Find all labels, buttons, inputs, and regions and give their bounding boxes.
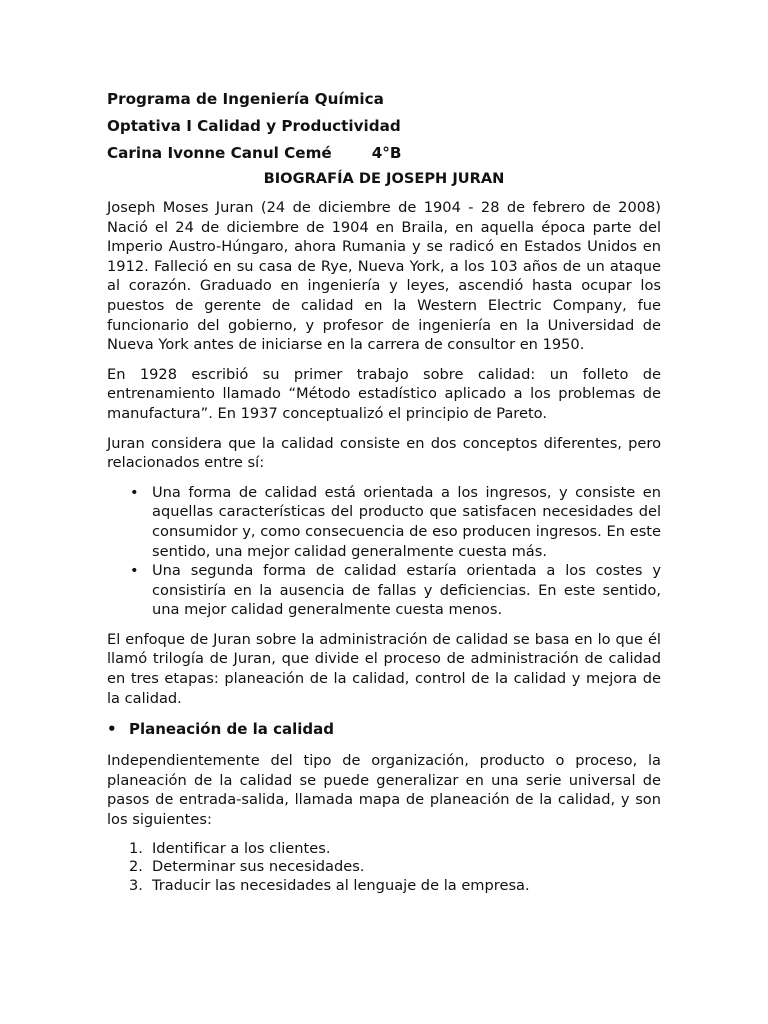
trilogy-paragraph: El enfoque de Juran sobre la administración de calidad se basa en lo que él llamó trilogía de Juran, que divide el proceso de administración de calidad en tres etapas: planeación de la calidad, control de la calidad y mejora de la calidad. [107,630,661,707]
quality-concepts-list [107,483,661,620]
section-heading-text: Planeación de la calidad [129,720,334,739]
list-item: • Una segunda forma de calidad estaría orientada a los costes y consistiría en la ausencia de fallas y deficiencias. En este sentido, una mejor calidad generalmente cuesta menos. [152,561,661,620]
step-text: Determinar sus necesidades. [152,858,365,876]
list-item [129,858,661,877]
steps-list [107,840,661,896]
step-number: 3. [129,876,143,894]
document-title: BIOGRAFÍA DE JOSEPH JURAN [263,170,505,187]
section-heading [107,718,661,740]
list-item [129,840,661,859]
program-name: Programa de Ingeniería Química [107,90,384,108]
list-item [129,877,661,896]
student-line [107,142,661,164]
section-intro-paragraph: Independientemente del tipo de organización, producto o proceso, la planeación de la calidad se puede generalizar en una serie universal de pasos de entrada-salida, llamada mapa de planeación de la calidad, y son los siguientes: [107,752,661,829]
student-name: Carina Ivonne Canul Cemé [107,144,332,162]
document-page [107,88,661,895]
biography-paragraph: Joseph Moses Juran (24 de diciembre de 1904 - 28 de febrero de 2008) Nació el 24 de diciembre de 1904 en Braila, en aquella época parte del Imperio Austro-Húngaro, ahora Rumania y se radicó en Estados Unidos en 1912. Falleció en su casa de Rye, Nueva York, a los 103 años de un ataque al corazón. Graduado en ingeniería y leyes, ascendió hasta ocupar los puestos de gerente de calidad en la Western Electric Company, fue funcionario del gobierno, y profesor de ingeniería en la Universidad de Nueva York antes de iniciarse en la carrera de consultor en 1950. [107,199,661,354]
step-number: 1. [129,839,143,857]
step-text: Traducir las necesidades al lenguaje de la empresa. [152,876,530,894]
list-item: • Una forma de calidad está orientada a los ingresos, y consiste en aquellas características del producto que satisfacen necesidades del consumidor y, como consecuencia de eso producen ingresos. En este sentido, una mejor calidad generalmente cuesta más. [152,483,661,561]
course-name: Optativa I Calidad y Productividad [107,117,401,135]
quality-concepts-paragraph: Juran considera que la calidad consiste en dos conceptos diferentes, pero relacionados entre sí: [107,434,661,472]
bullet-marker: • [107,720,117,739]
first-work-paragraph: En 1928 escribió su primer trabajo sobre calidad: un folleto de entrenamiento llamado “Método estadístico aplicado a los problemas de manufactura”. En 1937 conceptualizó el principio de Pareto. [107,365,661,422]
step-number: 2. [129,858,143,876]
student-grade: 4°B [371,144,402,162]
step-text: Identificar a los clientes. [152,839,331,857]
